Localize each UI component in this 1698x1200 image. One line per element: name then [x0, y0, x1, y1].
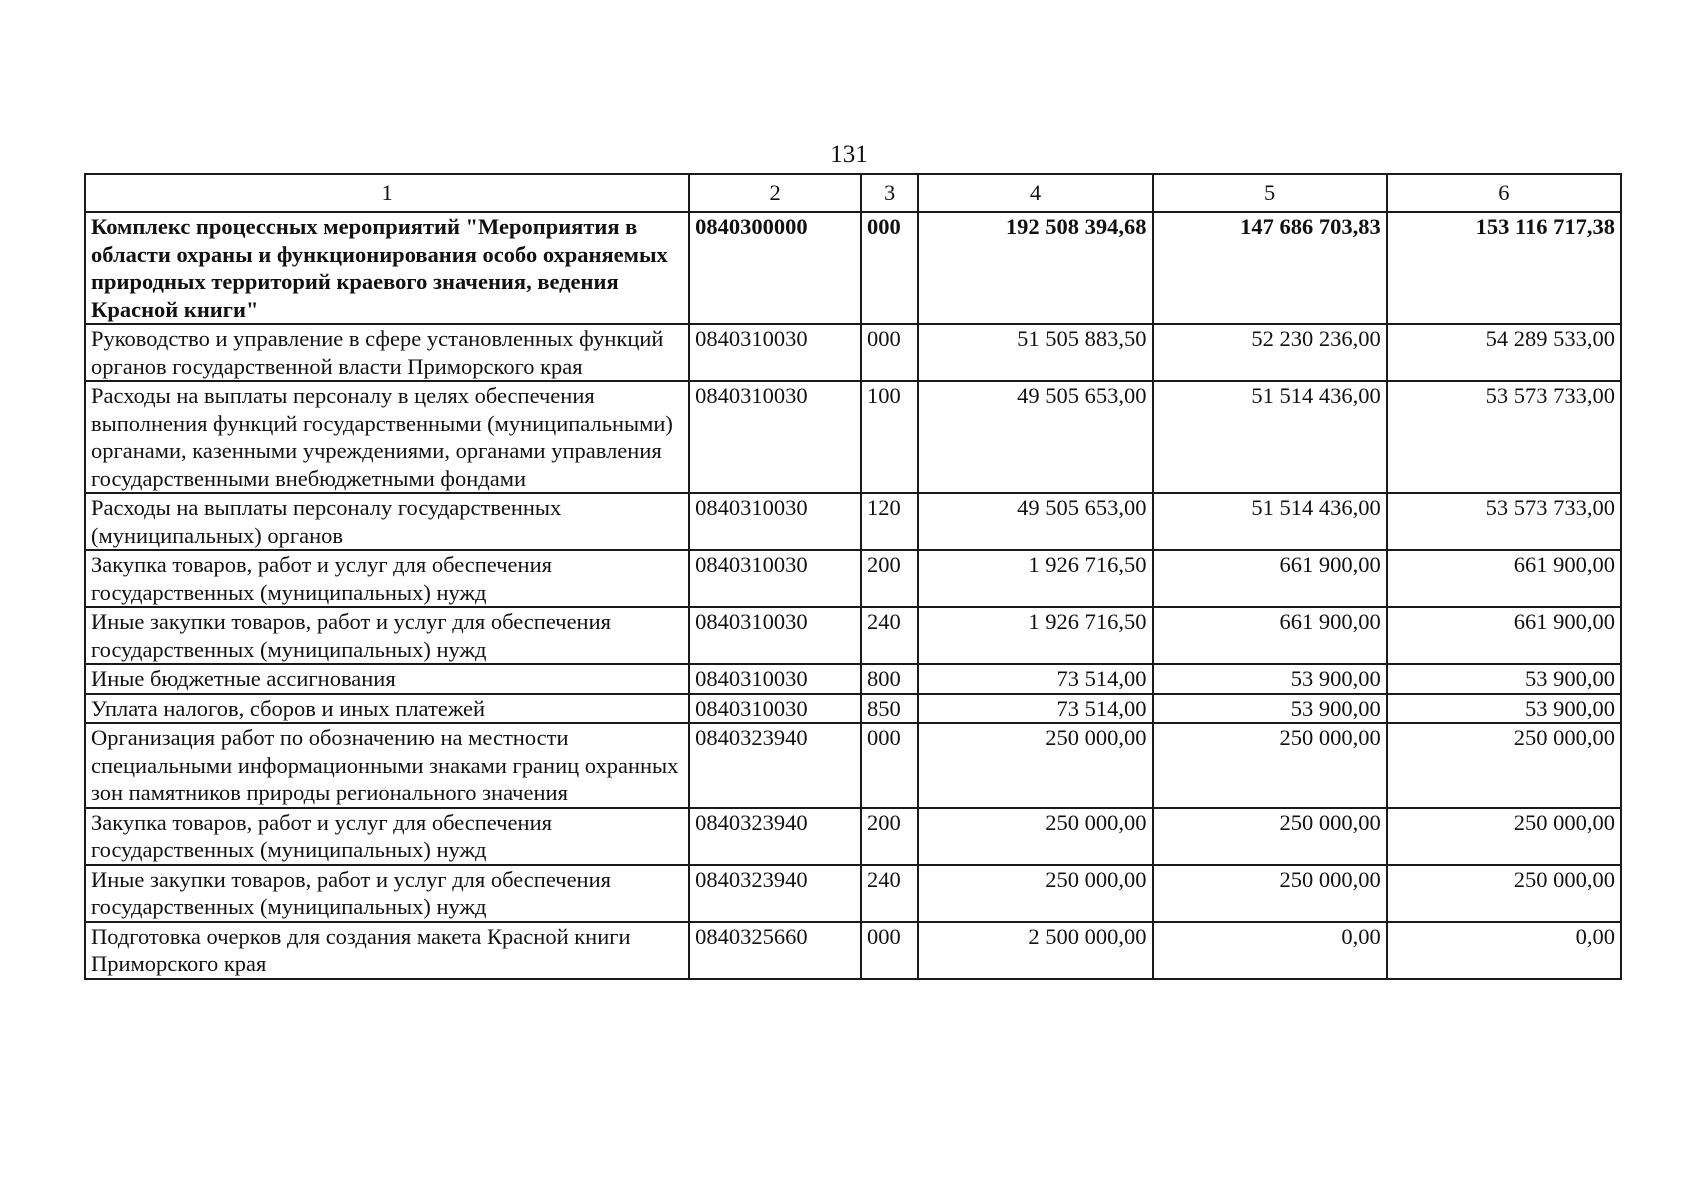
row-name: Руководство и управление в сфере установленных функций органов государственной власти Приморского края	[85, 324, 689, 381]
column-header: 5	[1153, 174, 1387, 212]
row-name: Иные закупки товаров, работ и услуг для обеспечения государственных (муниципальных) нужд	[85, 865, 689, 922]
column-header: 2	[689, 174, 861, 212]
row-value-4: 250 000,00	[918, 865, 1152, 922]
table-row	[85, 865, 1621, 922]
row-name: Закупка товаров, работ и услуг для обеспечения государственных (муниципальных) нужд	[85, 808, 689, 865]
row-value-4: 1 926 716,50	[918, 607, 1152, 664]
column-header: 6	[1387, 174, 1621, 212]
row-code: 0840323940	[689, 865, 861, 922]
row-value-6: 250 000,00	[1387, 723, 1621, 808]
row-value-6: 250 000,00	[1387, 808, 1621, 865]
row-code: 0840300000	[689, 212, 861, 324]
row-value-6: 53 900,00	[1387, 664, 1621, 694]
row-value-5: 250 000,00	[1153, 865, 1387, 922]
row-value-4: 250 000,00	[918, 808, 1152, 865]
row-value-4: 51 505 883,50	[918, 324, 1152, 381]
row-name: Иные закупки товаров, работ и услуг для обеспечения государственных (муниципальных) нужд	[85, 607, 689, 664]
table-header-row	[85, 174, 1621, 212]
table-row	[85, 723, 1621, 808]
row-code: 0840310030	[689, 664, 861, 694]
row-value-5: 661 900,00	[1153, 550, 1387, 607]
row-name: Расходы на выплаты персоналу государственных (муниципальных) органов	[85, 493, 689, 550]
row-value-6: 53 573 733,00	[1387, 381, 1621, 493]
row-kind: 240	[861, 607, 918, 664]
budget-table	[84, 173, 1622, 980]
row-value-5: 51 514 436,00	[1153, 493, 1387, 550]
row-value-4: 1 926 716,50	[918, 550, 1152, 607]
row-name: Комплекс процессных мероприятий "Мероприятия в области охраны и функционирования особо охраняемых природных территорий краевого значения, ведения Красной книги"	[85, 212, 689, 324]
row-value-5: 53 900,00	[1153, 664, 1387, 694]
table-row	[85, 550, 1621, 607]
row-kind: 850	[861, 694, 918, 724]
row-value-6: 53 900,00	[1387, 694, 1621, 724]
row-value-5: 0,00	[1153, 922, 1387, 979]
row-kind: 000	[861, 723, 918, 808]
row-code: 0840310030	[689, 607, 861, 664]
row-value-4: 250 000,00	[918, 723, 1152, 808]
row-kind: 000	[861, 212, 918, 324]
column-header: 3	[861, 174, 918, 212]
page-number: 131	[830, 141, 868, 168]
table-row	[85, 381, 1621, 493]
row-kind: 000	[861, 922, 918, 979]
row-value-4: 192 508 394,68	[918, 212, 1152, 324]
row-value-6: 153 116 717,38	[1387, 212, 1621, 324]
row-value-6: 661 900,00	[1387, 550, 1621, 607]
row-code: 0840310030	[689, 694, 861, 724]
row-kind: 100	[861, 381, 918, 493]
row-value-4: 2 500 000,00	[918, 922, 1152, 979]
column-header: 4	[918, 174, 1152, 212]
row-value-5: 250 000,00	[1153, 723, 1387, 808]
row-value-4: 49 505 653,00	[918, 493, 1152, 550]
row-value-5: 147 686 703,83	[1153, 212, 1387, 324]
row-name: Организация работ по обозначению на местности специальными информационными знаками границ охранных зон памятников природы регионального значения	[85, 723, 689, 808]
row-value-5: 661 900,00	[1153, 607, 1387, 664]
column-header: 1	[85, 174, 689, 212]
row-name: Расходы на выплаты персоналу в целях обеспечения выполнения функций государственными (муниципальными) органами, казенными учреждениями, органами управления государственными внебюджетными фондами	[85, 381, 689, 493]
row-code: 0840323940	[689, 723, 861, 808]
row-kind: 200	[861, 808, 918, 865]
row-value-4: 73 514,00	[918, 694, 1152, 724]
table-row	[85, 664, 1621, 694]
row-name: Иные бюджетные ассигнования	[85, 664, 689, 694]
row-value-6: 53 573 733,00	[1387, 493, 1621, 550]
row-code: 0840310030	[689, 324, 861, 381]
table-row	[85, 324, 1621, 381]
table-row	[85, 607, 1621, 664]
row-value-6: 0,00	[1387, 922, 1621, 979]
row-value-6: 661 900,00	[1387, 607, 1621, 664]
table-row	[85, 694, 1621, 724]
row-value-6: 250 000,00	[1387, 865, 1621, 922]
row-kind: 120	[861, 493, 918, 550]
table-row	[85, 493, 1621, 550]
row-code: 0840310030	[689, 381, 861, 493]
row-value-4: 49 505 653,00	[918, 381, 1152, 493]
row-value-4: 73 514,00	[918, 664, 1152, 694]
table-row	[85, 922, 1621, 979]
row-value-5: 52 230 236,00	[1153, 324, 1387, 381]
row-kind: 000	[861, 324, 918, 381]
row-value-5: 53 900,00	[1153, 694, 1387, 724]
row-code: 0840310030	[689, 493, 861, 550]
row-code: 0840323940	[689, 808, 861, 865]
table-row	[85, 212, 1621, 324]
row-name: Закупка товаров, работ и услуг для обеспечения государственных (муниципальных) нужд	[85, 550, 689, 607]
table-row	[85, 808, 1621, 865]
row-value-5: 250 000,00	[1153, 808, 1387, 865]
row-code: 0840310030	[689, 550, 861, 607]
row-code: 0840325660	[689, 922, 861, 979]
row-value-5: 51 514 436,00	[1153, 381, 1387, 493]
row-kind: 240	[861, 865, 918, 922]
row-name: Уплата налогов, сборов и иных платежей	[85, 694, 689, 724]
row-kind: 800	[861, 664, 918, 694]
row-value-6: 54 289 533,00	[1387, 324, 1621, 381]
row-kind: 200	[861, 550, 918, 607]
row-name: Подготовка очерков для создания макета Красной книги Приморского края	[85, 922, 689, 979]
